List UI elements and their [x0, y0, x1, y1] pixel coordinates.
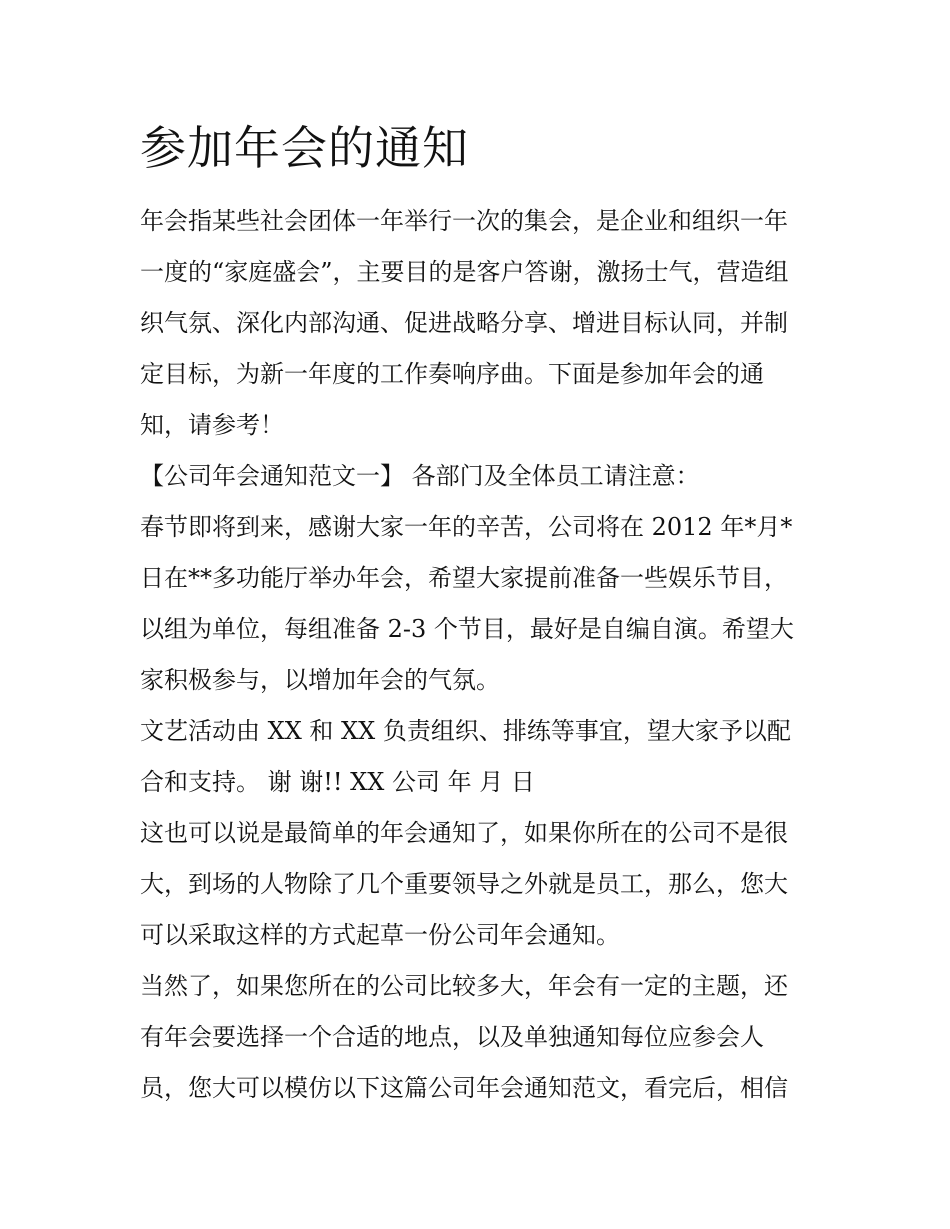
body-line-17: 有年会要选择一个合适的地点，以及单独通知每位应参会人 [140, 1023, 764, 1051]
body-line-6: 【公司年会通知范文一】 各部门及全体员工请注意： [140, 462, 700, 490]
body-line-10: 家积极参与，以增加年会的气氛。 [140, 666, 500, 694]
body-line-15: 可以采取这样的方式起草一份公司年会通知。 [140, 921, 620, 949]
body-line-18: 员，您大可以模仿以下这篇公司年会通知范文，看完后，相信 [140, 1074, 788, 1102]
body-line-9: 以组为单位，每组准备 2-3 个节目，最好是自编自演。希望大 [140, 615, 794, 643]
body-line-3: 织气氛、深化内部沟通、促进战略分享、增进目标认同，并制 [140, 309, 788, 337]
body-line-12: 合和支持。 谢 谢!! XX 公司 年 月 日 [140, 768, 535, 796]
body-line-4: 定目标，为新一年度的工作奏响序曲。下面是参加年会的通 [140, 360, 764, 388]
body-line-1: 年会指某些社会团体一年举行一次的集会，是企业和组织一年 [140, 207, 788, 235]
body-line-13: 这也可以说是最简单的年会通知了，如果你所在的公司不是很 [140, 819, 788, 847]
body-line-16: 当然了，如果您所在的公司比较多大，年会有一定的主题，还 [140, 972, 788, 1000]
body-line-2: 一度的“家庭盛会”，主要目的是客户答谢，激扬士气，营造组 [140, 258, 789, 286]
document-title: 参加年会的通知 [140, 121, 469, 175]
document-body [140, 196, 820, 1114]
body-line-8: 日在**多功能厅举办年会，希望大家提前准备一些娱乐节目， [140, 564, 788, 592]
body-line-5: 知，请参考！ [140, 411, 284, 439]
body-line-7: 春节即将到来，感谢大家一年的辛苦，公司将在 2012 年*月* [140, 513, 793, 541]
body-line-11: 文艺活动由 XX 和 XX 负责组织、排练等事宜，望大家予以配 [140, 717, 791, 745]
body-line-14: 大，到场的人物除了几个重要领导之外就是员工，那么，您大 [140, 870, 788, 898]
